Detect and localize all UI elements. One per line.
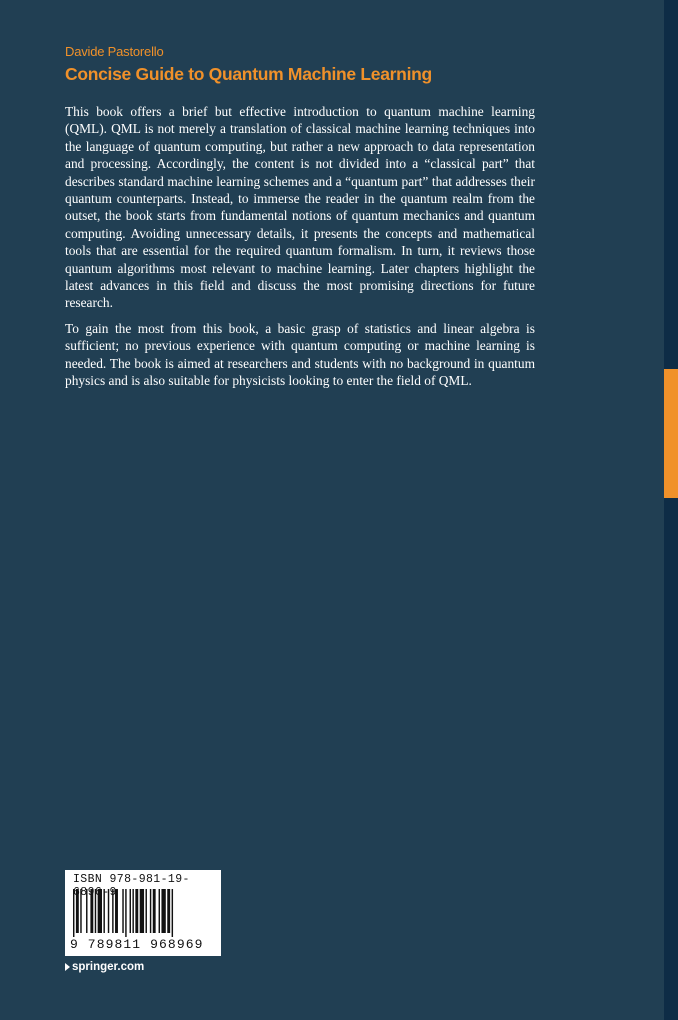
ean-digits: 9 789811 968969 — [70, 937, 204, 952]
barcode-bar — [98, 889, 102, 933]
barcode-bar — [167, 889, 170, 933]
barcode-bar — [150, 889, 151, 933]
barcode-bar — [146, 889, 147, 933]
barcode-bar — [108, 889, 109, 933]
barcode-bar — [115, 889, 118, 933]
author-name: Davide Pastorello — [65, 44, 164, 59]
barcode-bar — [161, 889, 165, 933]
arrow-right-icon — [65, 963, 70, 971]
publisher-url: springer.com — [72, 961, 145, 973]
barcode-bar — [95, 889, 96, 933]
barcode-bar — [159, 889, 160, 933]
barcode-bar — [122, 889, 123, 933]
isbn-label: ISBN 978-981-19- 896-9 — [73, 873, 190, 899]
barcode-bar — [132, 889, 133, 933]
barcode-bar — [90, 889, 93, 933]
barcode-bar — [140, 889, 144, 933]
blurb — [65, 103, 535, 398]
barcode-bar — [153, 889, 156, 933]
barcode-bars — [71, 889, 215, 937]
isbn-barcode — [65, 870, 221, 956]
barcode-bar — [112, 889, 113, 933]
barcode-bar — [76, 889, 79, 933]
spine-strip — [664, 0, 678, 1020]
barcode-bar — [86, 889, 87, 933]
barcode-bar — [125, 889, 126, 937]
spine-accent — [664, 369, 678, 498]
barcode-bar — [172, 889, 173, 937]
barcode-bar — [135, 889, 138, 933]
barcode-bar — [73, 889, 74, 937]
barcode-bar — [103, 889, 104, 933]
blurb-paragraph-1: This book offers a brief but effective introduction to quantum machine learning (QML). QML is not merely a translation of classical machine learning techniques into the language of quantum computing, but rather a new approach to data representation and processing. Accordingly, the content is not divided into a “classical part” that describes standard machine learning schemes and a “quantum part” that addresses their quantum counterparts. Instead, to immerse the reader in the quantum realm from the outset, the book starts from fundamental notions of quantum mechanics and quantum computing. Avoiding unnecessary details, it presents the concepts and mathematical tools that are essential for the required quantum formalism. In turn, it reviews those quantum algorithms most relevant to machine learning. Later chapters highlight the latest advances in this field and discuss the most promising directions for future research. — [65, 104, 535, 311]
book-title: Concise Guide to Quantum Machine Learning — [65, 64, 432, 84]
barcode-bar — [130, 889, 131, 933]
blurb-paragraph-2: To gain the most from this book, a basic grasp of statistics and linear algebra is sufficient; no previous experience with quantum computing or machine learning is needed. The book is aimed at researchers and students with no background in quantum physics and is also suitable for physicists looking to enter the field of QML. — [65, 320, 535, 389]
publisher-link[interactable] — [65, 961, 144, 973]
barcode-bar — [80, 889, 81, 933]
